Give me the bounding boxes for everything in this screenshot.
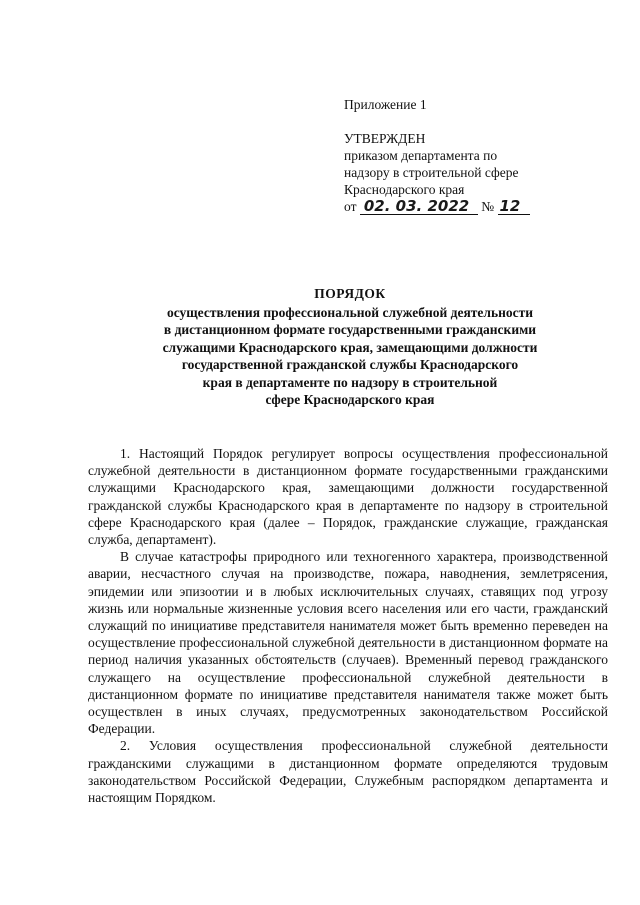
spacer [344,113,530,130]
order-line-3: Краснодарского края [344,182,465,197]
title-line-4: государственной гражданской службы Краснодарского [181,357,519,372]
approval-stamp [344,96,530,215]
paragraph-3: 2. Условия осуществления профессиональной служебной деятельности гражданскими служащими в дистанционном формате определяются трудовым законодательством Российской Федерации, Служебным распорядком департамента и настоящим Порядком. [88,738,608,806]
title-main: ПОРЯДОК [314,286,386,301]
title-line-3: служащими Краснодарского края, замещающими должности [162,339,538,355]
paragraph-2: В случае катастрофы природного или техногенного характера, производственной аварии, несчастного случая на производстве, пожара, наводнения, землетрясения, эпидемии или эпизоотии и в любых исключительных случаях, ставящих под угрозу жизнь или нормальные жизненные условия всего населения или его части, гражданский служащий по инициативе представителя нанимателя может быть временно переведен на осуществление профессиональной служебной деятельности в дистанционном формате на период наличия указанных обстоятельств (случаев). Временный перевод гражданского служащего на осуществление профессиональной служебной деятельности в дистанционном формате по инициативе представителя нанимателя также может быть осуществлен в иных случаях, предусмотренных законодательством Российской Федерации. [88,549,608,737]
appendix-label: Приложение 1 [344,97,427,112]
title-line-2: в дистанционном формате государственными гражданскими [163,322,537,337]
paragraph-1: 1. Настоящий Порядок регулирует вопросы осуществления профессиональной служебной деятельности в дистанционном формате государственными гражданскими служащими Краснодарского края, замещающими должности государственной гражданской службы Краснодарского края в департаменте по надзору в строительной сфере Краснодарского края (далее – Порядок, гражданские служащие, гражданская служба, департамент). [88,446,608,548]
number-prefix: № [481,199,495,214]
document-body [88,445,608,806]
title-line-1: осуществления профессиональной служебной деятельности [166,304,534,320]
approved-label: УТВЕРЖДЕН [344,131,426,146]
handwritten-number: 12 [498,199,530,215]
date-prefix: от [344,199,357,214]
date-number-line [344,198,530,215]
document-title [90,285,610,409]
title-line-5: края в департаменте по надзору в строительной [202,374,498,390]
order-line-2: надзору в строительной сфере [344,165,519,180]
order-line-1: приказом департамента по [344,148,498,163]
handwritten-date: 02. 03. 2022 [360,199,478,215]
title-line-6: сфере Краснодарского края [265,392,435,407]
